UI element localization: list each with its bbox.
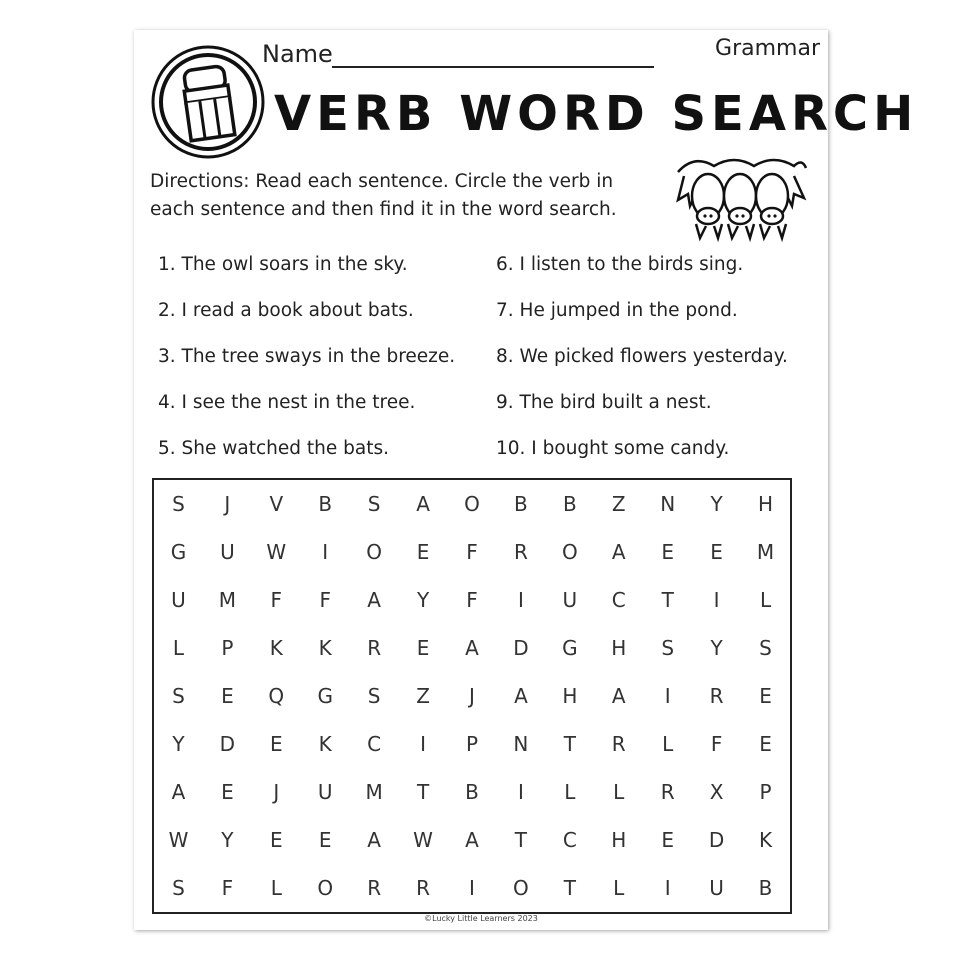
grid-letter[interactable]: Y bbox=[172, 732, 185, 756]
grid-letter[interactable]: A bbox=[611, 684, 626, 708]
grid-letter[interactable]: B bbox=[465, 780, 479, 804]
grid-letter[interactable]: L bbox=[613, 780, 625, 804]
grid-letter[interactable]: Y bbox=[416, 588, 430, 612]
copyright-text: ©Lucky Little Learners 2023 bbox=[424, 914, 538, 923]
grid-letter[interactable]: I bbox=[713, 588, 720, 612]
grid-letter[interactable]: F bbox=[466, 588, 478, 612]
grid-letter[interactable]: G bbox=[317, 684, 333, 708]
grid-letter[interactable]: K bbox=[318, 732, 332, 756]
grid-letter[interactable]: I bbox=[517, 780, 524, 804]
grid-letter[interactable]: U bbox=[171, 588, 186, 612]
grid-letter[interactable]: L bbox=[662, 732, 674, 756]
grid-letter[interactable]: M bbox=[218, 588, 237, 612]
grid-letter[interactable]: L bbox=[270, 876, 282, 900]
grid-letter[interactable]: E bbox=[416, 636, 430, 660]
grid-letter[interactable]: I bbox=[664, 876, 671, 900]
sentence-4: 4. I see the nest in the tree. bbox=[158, 392, 416, 413]
grid-letter[interactable]: A bbox=[367, 828, 381, 852]
grid-letter[interactable]: D bbox=[219, 732, 236, 756]
grid-letter[interactable]: M bbox=[365, 780, 383, 804]
grid-letter[interactable]: C bbox=[611, 588, 626, 612]
grid-letter[interactable]: M bbox=[756, 540, 775, 564]
grid-letter[interactable]: B bbox=[318, 492, 333, 516]
grid-letter[interactable]: U bbox=[562, 588, 578, 612]
hanging-bats-icon bbox=[674, 146, 808, 244]
sentence-2: 2. I read a book about bats. bbox=[158, 300, 414, 321]
grid-letter[interactable]: F bbox=[221, 876, 234, 900]
grid-letter[interactable]: O bbox=[464, 492, 480, 516]
grid-letter[interactable]: U bbox=[709, 876, 724, 900]
grid-letter[interactable]: H bbox=[611, 828, 627, 852]
grid-letter[interactable]: A bbox=[611, 540, 626, 564]
grid-letter[interactable]: K bbox=[758, 828, 773, 852]
grid-letter[interactable]: F bbox=[270, 588, 283, 612]
grid-letter[interactable]: A bbox=[171, 780, 186, 804]
grid-letter[interactable]: K bbox=[318, 636, 332, 660]
grid-letter[interactable]: G bbox=[170, 540, 187, 564]
grid-letter[interactable]: T bbox=[514, 828, 528, 852]
name-field-line[interactable] bbox=[332, 66, 654, 68]
grid-letter[interactable]: E bbox=[759, 732, 772, 756]
grid-letter[interactable]: R bbox=[660, 780, 675, 804]
grid-letter[interactable]: J bbox=[273, 780, 280, 804]
grid-letter[interactable]: E bbox=[221, 780, 234, 804]
grid-letter[interactable]: S bbox=[367, 492, 381, 516]
sentence-10: 10. I bought some candy. bbox=[496, 438, 730, 459]
grid-letter[interactable]: H bbox=[611, 636, 627, 660]
grid-letter[interactable]: I bbox=[322, 540, 329, 564]
grid-letter[interactable]: B bbox=[758, 876, 773, 900]
grid-letter[interactable]: W bbox=[413, 828, 433, 852]
grid-letter[interactable]: L bbox=[759, 588, 772, 612]
name-label: Name bbox=[262, 40, 333, 68]
grid-letter[interactable]: O bbox=[317, 876, 334, 900]
grid-letter[interactable]: F bbox=[710, 732, 723, 756]
grid-letter[interactable]: A bbox=[514, 684, 528, 708]
grid-letter[interactable]: I bbox=[420, 732, 427, 756]
grid-letter[interactable]: V bbox=[269, 492, 284, 516]
grid-letter[interactable]: R bbox=[513, 540, 528, 564]
grid-letter[interactable]: U bbox=[317, 780, 333, 804]
grid-letter[interactable]: E bbox=[661, 828, 674, 852]
grid-letter[interactable]: S bbox=[759, 636, 772, 660]
grid-letter[interactable]: R bbox=[611, 732, 626, 756]
grid-letter[interactable]: D bbox=[513, 636, 529, 660]
grid-letter[interactable]: C bbox=[562, 828, 577, 852]
grid-letter[interactable]: G bbox=[562, 636, 578, 660]
grid-letter[interactable]: B bbox=[514, 492, 528, 516]
grid-letter[interactable]: I bbox=[517, 588, 524, 612]
grid-letter[interactable]: A bbox=[465, 636, 479, 660]
grid-letter[interactable]: O bbox=[561, 540, 578, 564]
grid-letter[interactable]: R bbox=[709, 684, 724, 708]
grid-letter[interactable]: S bbox=[172, 684, 185, 708]
sentence-8: 8. We picked flowers yesterday. bbox=[496, 346, 788, 367]
worksheet-page bbox=[134, 30, 919, 930]
grid-letter[interactable]: Z bbox=[611, 492, 626, 516]
grid-letter[interactable]: J bbox=[469, 684, 475, 708]
grid-letter[interactable]: I bbox=[664, 684, 671, 708]
sentence-1: 1. The owl soars in the sky. bbox=[158, 254, 408, 275]
grid-letter[interactable]: I bbox=[469, 876, 475, 900]
pencil-icon bbox=[150, 44, 266, 160]
grid-letter[interactable]: P bbox=[221, 636, 234, 660]
grid-letter[interactable]: R bbox=[416, 876, 431, 900]
grid-letter[interactable]: N bbox=[513, 732, 529, 756]
grid-letter[interactable]: S bbox=[661, 636, 675, 660]
grid-letter[interactable]: F bbox=[319, 588, 331, 612]
grid-letter[interactable]: P bbox=[465, 732, 479, 756]
grid-letter[interactable]: J bbox=[224, 492, 231, 516]
grid-letter[interactable]: R bbox=[367, 636, 382, 660]
sentence-6: 6. I listen to the birds sing. bbox=[496, 254, 744, 275]
grid-letter[interactable]: U bbox=[220, 540, 235, 564]
grid-letter[interactable]: Z bbox=[416, 684, 430, 708]
grid-letter[interactable]: O bbox=[513, 876, 529, 900]
grid-letter[interactable]: E bbox=[710, 540, 723, 564]
page-title: VERB WORD SEARCH bbox=[274, 86, 919, 142]
grid-letter[interactable]: W bbox=[266, 540, 287, 564]
grid-letter[interactable]: T bbox=[661, 588, 674, 612]
sentence-5: 5. She watched the bats. bbox=[158, 438, 389, 459]
grid-letter[interactable]: H bbox=[562, 684, 578, 708]
subject-label: Grammar bbox=[715, 36, 820, 61]
grid-letter[interactable]: N bbox=[660, 492, 676, 516]
grid-letter[interactable]: E bbox=[318, 828, 332, 852]
grid-letter[interactable]: Q bbox=[268, 684, 285, 708]
grid-letter[interactable]: E bbox=[416, 540, 430, 564]
sentence-3: 3. The tree sways in the breeze. bbox=[158, 346, 456, 367]
grid-letter[interactable]: A bbox=[465, 828, 479, 852]
sentence-7: 7. He jumped in the pond. bbox=[496, 300, 738, 321]
grid-letter[interactable]: K bbox=[269, 636, 283, 660]
grid-letter[interactable]: S bbox=[172, 876, 185, 900]
grid-letter[interactable]: E bbox=[269, 828, 283, 852]
grid-letter[interactable]: E bbox=[221, 684, 234, 708]
grid-letter[interactable]: Y bbox=[710, 492, 723, 516]
word-search-grid[interactable] bbox=[152, 478, 792, 914]
grid-letter[interactable]: X bbox=[709, 780, 724, 804]
grid-letter[interactable]: E bbox=[759, 684, 772, 708]
grid-letter[interactable]: E bbox=[269, 732, 283, 756]
grid-letter[interactable]: F bbox=[466, 540, 478, 564]
grid-letter[interactable]: L bbox=[613, 876, 625, 900]
sentence-9: 9. The bird built a nest. bbox=[496, 392, 712, 413]
grid-letter[interactable]: D bbox=[708, 828, 725, 852]
grid-letter[interactable]: A bbox=[416, 492, 430, 516]
grid-letter[interactable]: P bbox=[759, 780, 772, 804]
grid-letter[interactable]: O bbox=[366, 540, 383, 564]
grid-letter[interactable]: S bbox=[172, 492, 185, 516]
grid-letter[interactable]: H bbox=[758, 492, 774, 516]
grid-letter[interactable]: C bbox=[367, 732, 382, 756]
grid-letter[interactable]: Y bbox=[221, 828, 234, 852]
grid-letter[interactable]: W bbox=[168, 828, 189, 852]
grid-letter[interactable]: T bbox=[563, 876, 576, 900]
grid-letter[interactable]: S bbox=[367, 684, 381, 708]
grid-letter[interactable]: T bbox=[416, 780, 430, 804]
grid-letter[interactable]: B bbox=[562, 492, 577, 516]
grid-letter[interactable]: E bbox=[661, 540, 674, 564]
grid-letter[interactable]: Y bbox=[710, 636, 723, 660]
grid-letter[interactable]: L bbox=[564, 780, 576, 804]
grid-letter[interactable]: A bbox=[367, 588, 381, 612]
grid-letter[interactable]: R bbox=[367, 876, 382, 900]
directions-text: Directions: Read each sentence. Circle the verb in each sentence and then find it in the word search. bbox=[150, 171, 617, 220]
grid-letter[interactable]: L bbox=[172, 636, 185, 660]
grid-letter[interactable]: T bbox=[563, 732, 576, 756]
